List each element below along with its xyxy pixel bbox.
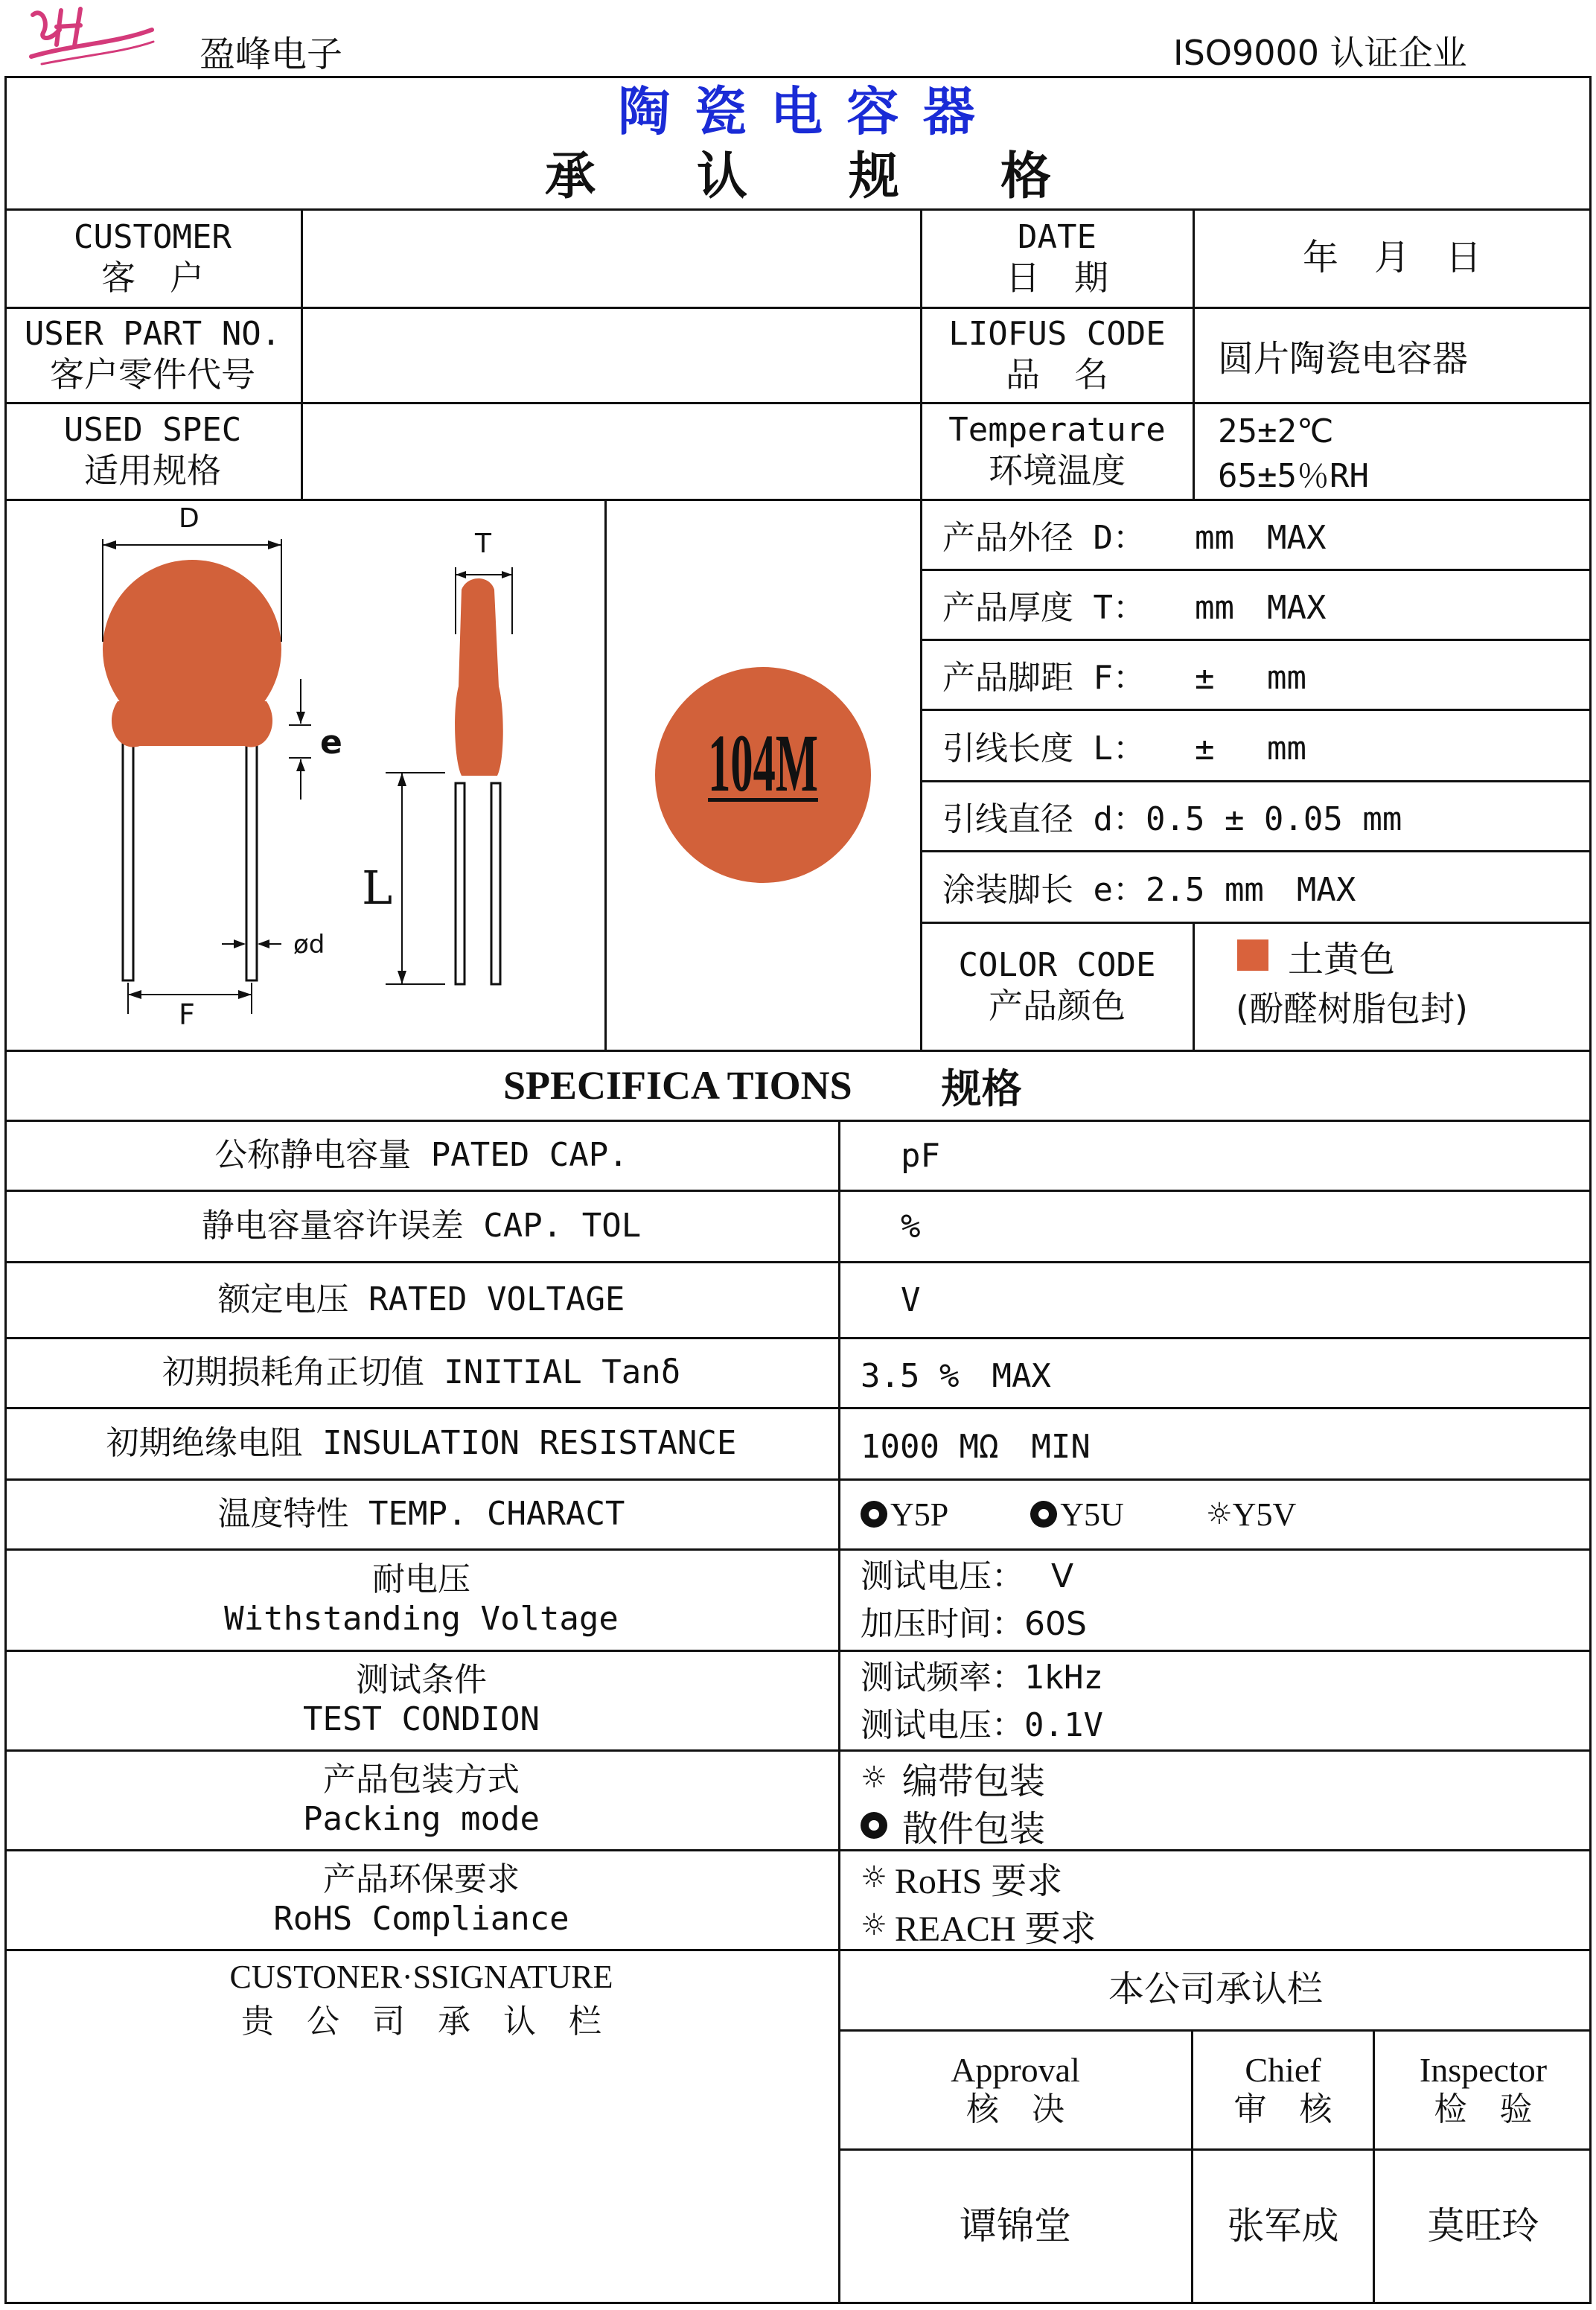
spec-row-value[interactable]: V xyxy=(901,1280,921,1319)
date-field[interactable]: 年 月 日 xyxy=(1302,237,1481,279)
spec-row-label: 公称静电容量 PATED CAP. xyxy=(214,1135,628,1174)
sun-option-icon: ☼ xyxy=(861,1908,887,1942)
temp-value: 25±2℃ 65±5％RH xyxy=(1218,412,1369,495)
color-note: (酚醛树脂包封) xyxy=(1236,989,1468,1029)
chief-signature: 张军成 xyxy=(1227,2204,1339,2247)
spec-label: USED SPEC 适用规格 xyxy=(63,411,242,491)
sun-option-icon: ☼ xyxy=(861,1860,887,1895)
dim-coating-length: 涂装脚长 e：2.5 mm MAX xyxy=(942,871,1356,909)
date-label: DATE 日 期 xyxy=(1006,218,1108,298)
label-e: e xyxy=(320,723,342,762)
capacitor-marking-text: 104M xyxy=(708,718,818,808)
code-value: 圆片陶瓷电容器 xyxy=(1218,337,1469,380)
spec-title: SPECIFICA TIONS 规格 xyxy=(503,1063,1022,1112)
temp-char-label: 温度特性 TEMP. CHARACT xyxy=(217,1494,625,1533)
title-line2: 承 认 规 格 xyxy=(544,147,1051,207)
packing-option-tape[interactable]: ☼ 编带包装 xyxy=(861,1760,1045,1802)
spec-row-label: 静电容量容许误差 CAP. TOL xyxy=(201,1206,642,1245)
radio-selected-icon[interactable] xyxy=(861,1501,887,1528)
test-label: 测试条件 TEST CONDION xyxy=(303,1661,540,1738)
withstand-values: 测试电压： V 加压时间：60S xyxy=(861,1557,1087,1643)
sun-option-icon[interactable]: ☼ xyxy=(1205,1497,1233,1531)
spec-field[interactable] xyxy=(304,403,919,499)
label-F: F xyxy=(179,998,195,1031)
chief-header: Chief 审 核 xyxy=(1233,2051,1332,2129)
dim-pitch: 产品脚距 F： ± mm xyxy=(942,659,1306,697)
capacitor-drawing xyxy=(6,500,603,1048)
approval-signature: 谭锦堂 xyxy=(960,2204,1071,2247)
reach-option[interactable]: ☼ REACH 要求 xyxy=(861,1908,1097,1949)
color-name: 土黄色 xyxy=(1288,938,1396,980)
company-logo xyxy=(27,0,161,68)
radio-selected-icon[interactable] xyxy=(1030,1501,1057,1528)
sun-option-icon: ☼ xyxy=(861,1761,887,1795)
label-T: T xyxy=(475,528,491,559)
dim-thickness: 产品厚度 T： mm MAX xyxy=(942,589,1327,627)
packing-option-bulk[interactable]: 散件包装 xyxy=(861,1802,1045,1849)
inspector-header: Inspector 检 验 xyxy=(1419,2051,1548,2129)
packing-label: 产品包装方式 Packing mode xyxy=(303,1761,540,1838)
customer-signature-label: CUSTONER·SSIGNATURE 贵 公 司 承 认 栏 xyxy=(229,1959,613,2041)
label-d: ød xyxy=(293,930,325,960)
company-approval-title: 本公司承认栏 xyxy=(1108,1968,1323,2011)
dim-diameter: 产品外径 D： mm MAX xyxy=(942,519,1327,557)
withstand-label: 耐电压 Withstanding Voltage xyxy=(224,1560,619,1638)
customer-label: CUSTOMER 客 户 xyxy=(74,218,232,298)
color-code-label: COLOR CODE 产品颜色 xyxy=(958,946,1156,1026)
part-field[interactable] xyxy=(304,308,919,402)
spec-row-value[interactable]: % xyxy=(901,1207,921,1245)
spec-row-label: 初期损耗角正切值 INITIAL Tanδ xyxy=(162,1353,681,1391)
rohs-label: 产品环保要求 RoHS Compliance xyxy=(273,1860,569,1938)
company-name: 盈峰电子 xyxy=(200,33,343,75)
spec-row-label: 初期绝缘电阻 INSULATION RESISTANCE xyxy=(106,1423,737,1462)
code-label: LIOFUS CODE 品 名 xyxy=(948,315,1166,395)
spec-row-label: 额定电压 RATED VOLTAGE xyxy=(217,1280,625,1318)
spec-row-value: 3.5 % MAX xyxy=(861,1357,1051,1395)
dim-lead-length: 引线长度 L： ± mm xyxy=(942,730,1306,768)
color-swatch xyxy=(1237,939,1268,971)
label-L: L xyxy=(362,860,393,915)
title-line1: 陶 瓷 电 容 器 xyxy=(618,81,978,142)
temp-char-options: Y5P Y5U ☼ Y5V xyxy=(861,1480,1296,1548)
part-label: USER PART NO. 客户零件代号 xyxy=(24,315,281,395)
temp-label: Temperature 环境温度 xyxy=(948,411,1166,491)
customer-signature-area[interactable] xyxy=(7,2055,835,2300)
spec-row-value[interactable]: pF xyxy=(901,1136,940,1175)
approval-header: Approval 核 决 xyxy=(951,2051,1080,2129)
spec-row-value: 1000 MΩ MIN xyxy=(861,1428,1091,1466)
radio-selected-icon xyxy=(861,1812,887,1839)
cert-label: ISO9000 认证企业 xyxy=(1173,33,1467,73)
test-values: 测试频率：1kHz 测试电压：0.1V xyxy=(861,1659,1103,1744)
inspector-signature: 莫旺玲 xyxy=(1427,2204,1539,2247)
label-D: D xyxy=(179,502,200,534)
customer-field[interactable] xyxy=(304,210,919,307)
dim-lead-diameter: 引线直径 d：0.5 ± 0.05 mm xyxy=(942,800,1402,838)
rohs-option[interactable]: ☼ RoHS 要求 xyxy=(861,1860,1063,1901)
